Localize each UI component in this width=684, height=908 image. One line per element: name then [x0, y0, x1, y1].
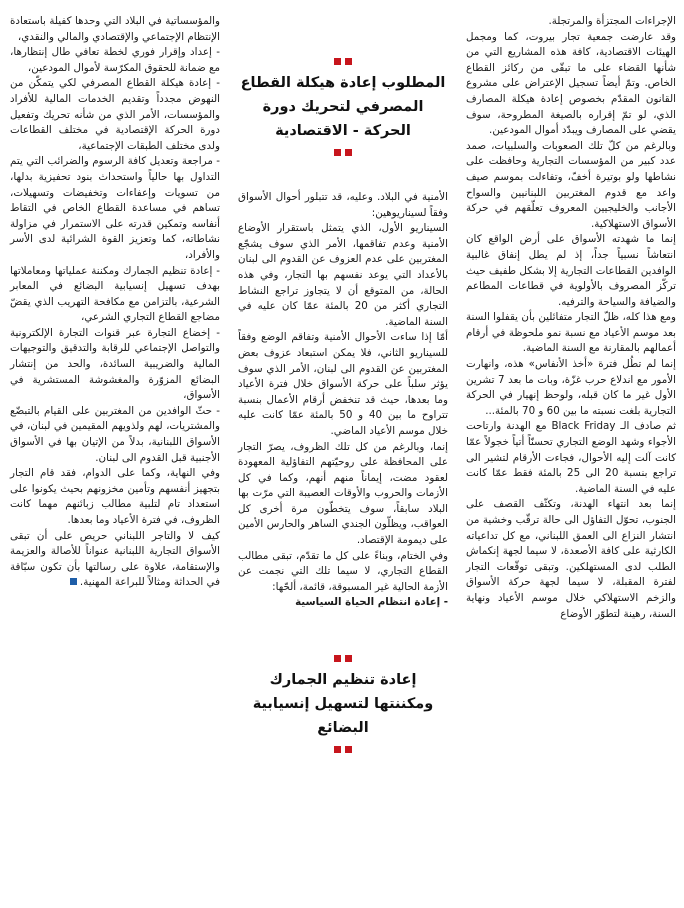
- red-square-icon: [334, 149, 341, 156]
- paragraph: - مراجعة وتعديل كافة الرسوم والضرائب التي يتم التداول بها حالياً واستحداث بنود تحفيزية بدلها، من تسويات وإعفاءات وتخفيضات وتسهيلات، تساهم في مساعدة القطاع الخاص في التقاط أنفاسه وتمكين قدرته على الاستمرار في مزاولة نشاطاته، كما وتعزيز القوة الشرائية لدى الأسر والأفراد،: [10, 155, 220, 261]
- paragraph: إنما لم تطُل فترة «أخذ الأنفاس» هذه، وانهارت الأمور مع اندلاع حرب غزّة، وبات ما بعد 7 تشرين الأول غير ما كان قبله، ولوحظ إنهيار في الحركة التجارية بلغت نسبته ما بين 60 و 70 بالمئة...: [466, 358, 676, 417]
- paragraph: وبالرغم من كلّ تلك الصعوبات والسلبيات، صمد عدد كبير من المؤسسات التجارية وحافظت على نشاطها ولو بوتيرة أخفّ، وتفاءلت بموسم صيف واعد مع قدوم المغتربين اللبنانيين والسواح الأجانب والخليجيين المعروف تعلّقهم في حركة الأسواق الاستهلاكية.: [466, 139, 676, 230]
- paragraph: ثم صادف الـ Black Friday مع الهدنة وارتاحت الأجواء وشهد الوضع التجاري تحسنّاً أتياً خجولاً عمّا كانت آلت إليه الأحوال، فجاءت الأرقام لتشير الى تراجع بنسبة 20 الى 25 بالمئة فقط عمّا كانت عليه في السنة الماضية.: [466, 420, 676, 495]
- article-column-left: [10, 14, 220, 591]
- paragraph: إنما ما شهدته الأسواق على أرض الواقع كان انتعاشاً نسبياً جداً، إذ لم يطل إنفاق غالبية الوافدين القطاعات التجارية إلا بشكل طفيف حيث تركّز المصروف بالأولوية في قطاعات المطاعم والضيافة والسياحة والترفيه.: [466, 233, 676, 308]
- paragraph: أمّا إذا ساءت الأحوال الأمنية وتفاقم الوضع وفقاً للسيناريو الثاني، فلا يمكن استبعاد عزوف بعض المغتربين عن القدوم الى لبنان، الأمر الذي سوف يؤثر سلباً على حركة الأسواق خلال فترة الأعياد وما بعدها، حيث قد تنخفض أرقام الأعمال بنسبة تتراوح ما بين 40 و 50 بالمئة عمّا كانت عليه خلال موسم الأعياد الماضي.: [238, 331, 448, 437]
- end-of-article-square-icon: [70, 578, 77, 585]
- red-square-icon: [345, 746, 352, 753]
- paragraph: - إعداد وإقرار فوري لخطة تعافي طال إنتظارها، مع ضمانة للحقوق المكرّسة لأموال المودعين،: [10, 46, 220, 74]
- paragraph: إنما، وبالرغم من كل تلك الظروف، يصرّ التجار على المحافظة على روحيّتهم التفاؤلية المعهودة لعقود مضت، إيماناً منهم أنهم، وكما في كل الأزمات والحروب والأوقات العصيبة التي مرّت بها البلاد سابقاً، سوف يتخطّون مرة أخرى كل العواقب، ويظلّون الجندي الساهر والحارس الأمين على ديمومة الإقتصاد.: [238, 440, 448, 547]
- paragraph: الأمنية في البلاد. وعليه، قد تتبلور أحوال الأسواق وفقاً لسيناريوهين:: [238, 191, 448, 219]
- red-square-icon: [334, 655, 341, 662]
- closing-text: كيف لا والتاجر اللبناني حريص على أن تبقى الأسواق التجارية اللبنانية عنواناً للأصالة والعزيمة والإستقامة، علاوة على رسالتها بأن تكون سبّاقة في الحداثة ومثالاً للبراعة المهنية.: [10, 529, 220, 589]
- paragraph: - إخضاع التجارة عبر قنوات التجارة الإلكترونية والتواصل الإجتماعي للرقابة والتدقيق والتوجيهات المالية والضريبية السائدة، والحد من إنتشار البضائع المزوّرة والمغشوشة المستشرية في الأسواق،: [10, 326, 220, 402]
- red-square-icon: [345, 149, 352, 156]
- paragraph: والمؤسساتية في البلاد التي وحدها كفيلة باستعادة الإنتظام الإجتماعي والإقتصادي والمالي والنقدي،: [10, 15, 220, 43]
- pull-quote-top: [238, 58, 448, 156]
- decorative-squares: [238, 58, 448, 65]
- article-column-middle: [238, 14, 448, 759]
- decorative-squares: [238, 746, 448, 753]
- paragraph: الإجراءات المجتزأة والمرتجلة.: [548, 15, 676, 27]
- paragraph: وفي الختام، وبناءً على كل ما تقدّم، تبقى مطالب القطاع التجاري، لا سيما تلك التي نجمت عن الأزمة الحالية غير المسبوقة، قائمة، ألحّها:: [238, 549, 448, 593]
- red-square-icon: [334, 746, 341, 753]
- paragraph: - إعادة تنظيم الجمارك ومكننة عملياتها ومعاملاتها بهدف تسهيل إنسيابية البضائع في المعابر الشرعية، بالتزامن مع مكافحة التهريب الذي يقضّ مضاجع القطاع التجاري الشرعي،: [10, 264, 220, 324]
- article-column-right: [466, 14, 676, 622]
- subhead-item: - إعادة انتظام الحياة السياسية: [295, 596, 448, 609]
- decorative-squares: [238, 149, 448, 156]
- paragraph: ومع هذا كله، ظلّ التجار متفائلين بأن يقفلوا السنة بعد موسم الأعياد مع نسبة نمو ملحوظة في أرقام أعمالهم بالمقارنة مع السنة الماضية.: [466, 311, 676, 355]
- pull-quote-headline: المطلوب إعادة هيكلة القطاع المصرفي لتحريك دورة الحركة - الاقتصادية: [240, 75, 446, 139]
- paragraph: إنما بعد انتهاء الهدنة، وتكثّف القصف على الجنوب، تحوّل التفاؤل الى حالة ترقّب وخشية من انتشار النزاع الى العمق اللبناني، مع كل تداعياته الكارثية على كافة الأصعدة، لا سيما لجهة إنكماش الطلب لدى المستهلكين. وتبقى توقّعات التجار لفترة المقبلة، لا سيما لجهة حركة الأسواق والزخم الاستهلاكي خلال موسم الأعياد ونهاية السنة، رهينة لتطوّر الأوضاع: [466, 498, 676, 620]
- paragraph: وفي النهاية، وكما على الدوام، فقد قام التجار بتجهيز أنفسهم وتأمين مخزونهم بحيث يكونوا على استعداد تام لتلبية مطالب زبائنهم مهما كانت الظروف، في فترة الأعياد وما بعدها.: [10, 467, 220, 526]
- red-square-icon: [345, 655, 352, 662]
- red-square-icon: [345, 58, 352, 65]
- pull-quote-bottom: [238, 655, 448, 753]
- closing-paragraph: [10, 529, 220, 591]
- paragraph: وقد عارضت جمعية تجار بيروت، كما ومجمل الهيئات الاقتصادية، كافة هذه المشاريع التي من شأنها القضاء على ما تبقّى من ركائز القطاع الخاص. وتمّ أيضاً تسجيل الإعتراض على مشروع القانون المقدّم بخصوص إعادة هيكلة المصارف الذي، لو تمّ إقراره بالصيغة المطروحة، سوف يقضي على المصارف ويبدّد أموال المودعين.: [466, 30, 676, 137]
- red-square-icon: [334, 58, 341, 65]
- pull-quote-headline: إعادة تنظيم الجمارك ومكننتها لتسهيل إنسيابية البضائع: [252, 672, 434, 737]
- paragraph: السيناريو الأول، الذي يتمثل باستقرار الأوضاع الأمنية وعدم تفاقمها، الأمر الذي سوف يشجّع المغتربين على عدم العزوف عن القدوم الى لبنان بالأعداد التي يوعد نفسهم بها التجار، وفي هذه الحالة، من المتوقع أن لا يتجاوز تراجع النشاط التجاري أكثر من 20 بالمئة عمّا كان عليه في السنة الماضية.: [238, 222, 448, 328]
- paragraph: - إعادة هيكلة القطاع المصرفي لكي يتمكّن من النهوض مجدداً وتقديم الخدمات المالية للأفراد والمؤسسات، الأمر الذي من شأنه تحريك وتفعيل دورة الحركة الإقتصادية في مختلف القطاعات ولدى مختلف الطبقات الإجتماعية،: [10, 77, 220, 152]
- decorative-squares: [238, 655, 448, 662]
- paragraph: - حثّ الوافدين من المغتربين على القيام بالتبضّع والمشتريات، لهم ولذويهم المقيمين في لبنان، في الأسواق اللبنانية، بدلاً من الإتيان بها في الأسواق الأجنبية قبل القدوم الى لبنان.: [10, 404, 220, 464]
